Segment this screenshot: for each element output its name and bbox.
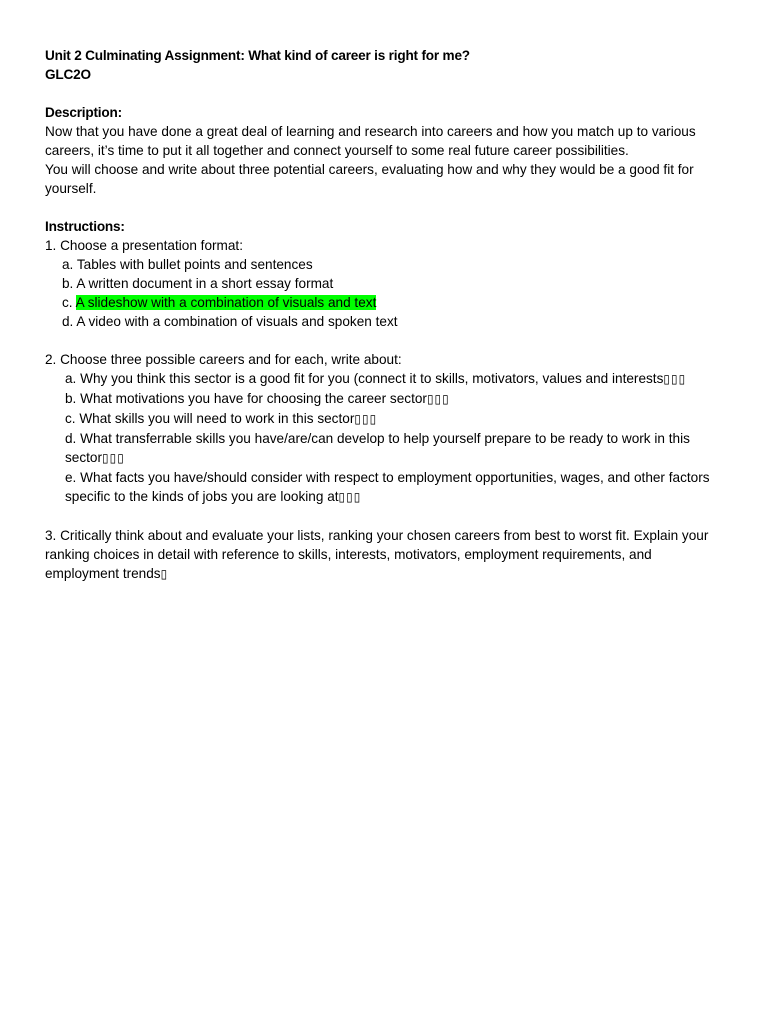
placeholder-glyph-marker: ▯▯▯ [426, 392, 450, 406]
placeholder-glyph-marker: ▯▯▯ [338, 490, 362, 504]
spacer [45, 331, 725, 350]
career-question-a [65, 369, 725, 389]
format-option-prefix: b. [62, 276, 77, 291]
document-title-block [45, 46, 725, 84]
instructions-list [45, 236, 725, 584]
highlighted-format-option-text: A slideshow with a combination of visuals and text [75, 295, 377, 310]
format-option-a [62, 255, 725, 274]
placeholder-glyph-marker: ▯▯▯ [354, 412, 378, 426]
spacer [45, 331, 725, 350]
career-questions-list [45, 369, 725, 507]
step-2-label: 2. Choose three possible careers and for each, write about: [45, 352, 402, 367]
placeholder-glyph-marker: ▯ [160, 567, 169, 581]
career-question-text: c. What skills you will need to work in this sector [65, 411, 355, 426]
instruction-step-3 [45, 526, 725, 584]
step-3-text: 3. Critically think about and evaluate your lists, ranking your chosen careers from best to worst fit. Explain your ranking choices in detail with reference to skills, interests, motivators, employment requirements, and employment trends [45, 528, 709, 581]
format-option-b [62, 274, 725, 293]
description-body [45, 122, 725, 198]
format-option-prefix: d. [62, 314, 77, 329]
instructions-heading: Instructions: [45, 219, 125, 234]
career-question-text: b. What motivations you have for choosing the career sector [65, 391, 427, 406]
spacer [45, 84, 725, 103]
career-question-e [65, 468, 725, 507]
format-option-c [62, 293, 725, 312]
career-question-d [65, 429, 725, 468]
format-option-text: Tables with bullet points and sentences [76, 257, 313, 272]
step-1-label: 1. Choose a presentation format: [45, 238, 243, 253]
format-option-text: A video with a combination of visuals and spoken text [76, 314, 398, 329]
career-question-b [65, 389, 725, 409]
document-title: Unit 2 Culminating Assignment: What kind of career is right for me? [45, 48, 470, 63]
format-option-prefix: c. [62, 295, 76, 310]
description-heading: Description: [45, 105, 122, 120]
spacer [45, 507, 725, 526]
course-code: GLC2O [45, 67, 91, 82]
placeholder-glyph-marker: ▯▯▯ [102, 451, 125, 465]
format-option-text: A written document in a short essay format [76, 276, 334, 291]
spacer [45, 198, 725, 217]
instruction-step-2 [45, 350, 725, 507]
instruction-step-1 [45, 236, 725, 331]
description-paragraph-1: Now that you have done a great deal of learning and research into careers and how you match up to various careers, it’s time to put it all together and connect yourself to some real future career possibilities. [45, 124, 696, 158]
format-option-d [62, 312, 725, 331]
career-question-text: d. What transferrable skills you have/are/can develop to help yourself prepare to be ready to work in this sector [65, 431, 690, 465]
description-paragraph-2: You will choose and write about three potential careers, evaluating how and why they would be a good fit for yourself. [45, 162, 694, 196]
career-question-c [65, 409, 725, 429]
format-option-prefix: a. [62, 257, 77, 272]
spacer [45, 507, 725, 526]
career-question-text: e. What facts you have/should consider with respect to employment opportunities, wages, and other factors specific to the kinds of jobs you are looking at [65, 470, 710, 504]
career-question-text: a. Why you think this sector is a good fit for you (connect it to skills, motivators, values and interests [65, 371, 664, 386]
format-options-list [45, 255, 725, 331]
placeholder-glyph-marker: ▯▯▯ [663, 372, 687, 386]
document-page [45, 46, 725, 584]
